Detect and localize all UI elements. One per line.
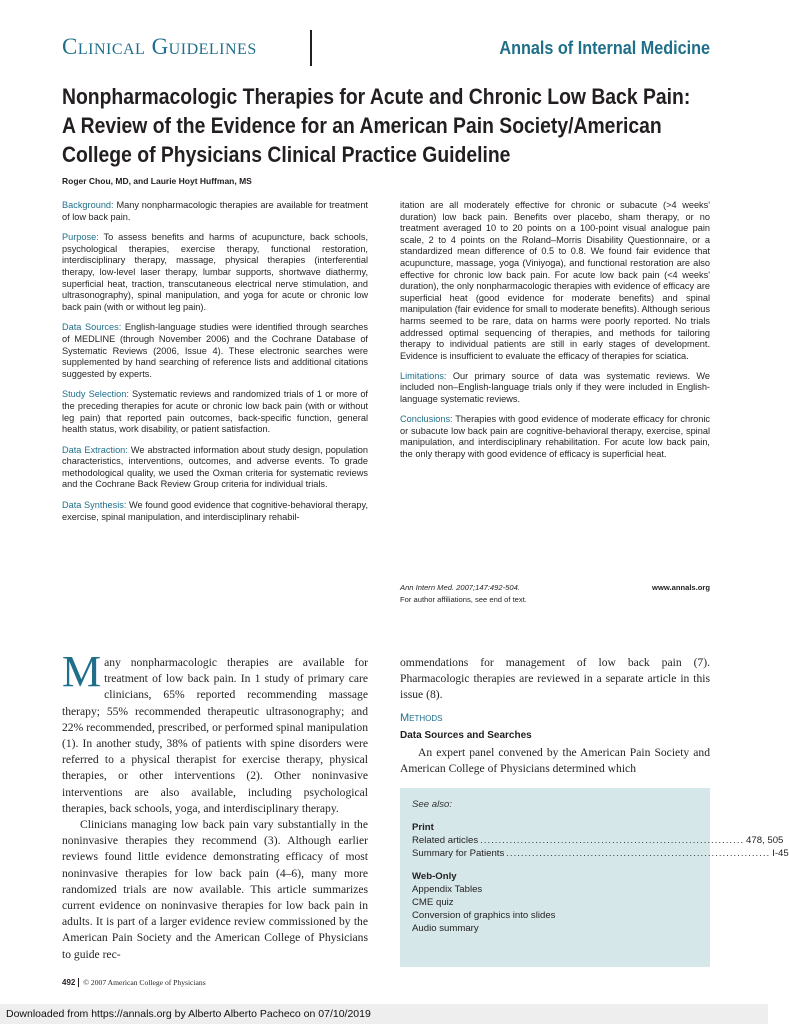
subsection-heading: Data Sources and Searches [400,729,532,741]
abstract-text: English-language studies were identified through searches of MEDLINE (through November 2006) and the Cochrane Database of Systematic Reviews (2006, Issue 4). These electronic searches were supplemented by hand searching of reference lists and additional citations suggested by experts. [62,322,368,379]
body-paragraph: An expert panel convened by the American Pain Society and American College of Physicians determined which [400,746,710,776]
title-line: A Review of the Evidence for an American Pain Society/American [62,113,662,138]
abstract-label: Background: [62,200,114,210]
paragraph-text: any nonpharmacologic therapies are available for treatment of low back pain. In 1 study of primary care clinicians, 65% reported recommending massage therapy; 55% recommended therapeutic ultrasonography; and 22% recommended, prescribed, or performed spinal manipulation (1). In another study, 38% of patients with spine disorders were referred to a physical therapist for exercise therapy, physical therapies, or other interventions (2). Other noninvasive interventions are also available, including psychological therapies, back schools, yoga, and interdisciplinary therapy. [62,656,368,815]
summary-for-patients-link[interactable] [412,847,789,860]
slides-conversion-link[interactable]: Conversion of graphics into slides [412,910,556,921]
citation-ref: Ann Intern Med. 2007;147:492-504. [400,583,520,592]
abstract-conclusions [400,414,710,460]
body-right-column [400,655,710,777]
abstract-synthesis-continued: itation are all moderately effective for chronic or subacute (>4 weeks' duration) low back pain. Benefits over placebo, sham therapy, or no treatment averaged 10 to 20 points on a 100-point visual analogue pain scale, 2 to 4 points on the Roland–Morris Disability Questionnaire, or a standardized mean difference of 0.5 to 0.8. We found fair evidence that acupuncture, massage, yoga (Viniyoga), and functional restoration are also effective for chronic low back pain. For acute low back pain (<4 weeks' duration), the only nonpharmacologic therapies with evidence of efficacy are superficial heat (good evidence for moderate benefits) and spinal manipulation (fair evidence for small to moderate benefits). Although serious harms seemed to be rare, data on harms were poorly reported. No trials addressed optimal sequencing of therapies, and methods for tailoring therapy to individual patients are still in early stages of development. Evidence is insufficient to evaluate the efficacy of therapies for sciatica. [400,200,710,361]
drop-cap: M [62,647,102,696]
title-line: College of Physicians Clinical Practice Guideline [62,142,511,167]
abstract-text: We abstracted information about study design, population characteristics, interventions, outcomes, and adverse events. To grade methodological quality, we used the Oxman criteria for systematic reviews and the Cochrane Back Review Group criteria for individual trials. [62,444,368,490]
appendix-tables-link[interactable]: Appendix Tables [412,884,483,895]
leader-dots: ........................................................................ [506,848,771,859]
abstract-label: Limitations: [400,370,447,381]
citation-block [400,582,710,606]
abstract-limitations [400,371,710,406]
abstract-text: Our primary source of data was systematic reviews. We included non–English-language trials only if they were included in English-language systematic reviews. [400,370,710,404]
abstract-text: Therapies with good evidence of moderate efficacy for chronic or subacute low back pain are cognitive-behavioral therapy, exercise, spinal manipulation, and interdisciplinary rehabilitation. For acute low back pain, the only therapy with good evidence of efficacy is superficial heat. [400,414,710,459]
abstract-data-sources [62,322,368,380]
body-left-column [62,647,368,963]
page-ref: 478, 505 [746,835,784,846]
page-footer [62,978,206,987]
link-label: Summary for Patients [412,848,505,859]
header-divider [310,30,312,66]
abstract-text: Many nonpharmacologic therapies are available for treatment of low back pain. [62,200,368,222]
author-list: Roger Chou, MD, and Laurie Hoyt Huffman, MS [62,176,252,186]
page-ref: I-45 [772,848,789,859]
abstract-label: Data Synthesis: [62,500,127,511]
abstract-text: Systematic reviews and randomized trials of 1 or more of the preceding therapies for acute or chronic low back pain (with or without leg pain) that reported pain outcomes, back-specific function, general health status, work disability, or patient satisfaction. [62,389,368,435]
abstract-text: We found good evidence that cognitive-behavioral therapy, exercise, spinal manipulation, and interdisciplinary rehabil- [62,500,368,522]
abstract-label: Conclusions: [400,414,453,425]
audio-summary-link[interactable]: Audio summary [412,923,479,934]
abstract-right-column [400,200,710,469]
web-only-group-label: Web-Only [412,871,457,882]
see-also-heading: See also: [412,799,453,810]
journal-url-link[interactable]: www.annals.org [652,583,710,592]
cme-quiz-link[interactable]: CME quiz [412,897,454,908]
abstract-study-selection [62,389,368,435]
abstract-background [62,200,368,223]
abstract-left-column [62,200,368,532]
journal-name: Annals of Internal Medicine [499,38,710,58]
article-title [62,82,724,169]
print-group-label: Print [412,822,434,833]
title-line: Nonpharmacologic Therapies for Acute and Chronic Low Back Pain: [62,84,691,109]
section-label: Clinical Guidelines [62,34,257,59]
abstract-label: Purpose: [62,232,99,243]
abstract-data-synthesis [62,500,368,523]
related-articles-link[interactable] [412,834,784,847]
abstract-data-extraction [62,445,368,491]
copyright-notice: © 2007 American College of Physicians [83,978,206,987]
abstract-label: Data Sources: [62,322,122,333]
section-heading-methods: Methods [400,711,443,724]
see-also-box [400,788,789,967]
abstract-text: To assess benefits and harms of acupuncture, back schools, psychological therapies, exercise therapy, functional restoration, interdisciplinary therapy, massage, physical therapies (interferential therapy, low-level laser therapy, lumbar supports, shortwave diathermy, superficial heat, traction, transcutaneous electrical nerve stimulation, and ultrasonography), spinal manipulation, and yoga for acute or chronic low back pain (with or without leg pain). [62,232,368,312]
download-notice: Downloaded from https://annals.org by Alberto Alberto Pacheco on 07/10/2019 [0,1004,768,1024]
abstract-label: Study Selection: [62,389,129,400]
affiliations-note: For author affiliations, see end of text. [400,595,527,604]
abstract-purpose [62,232,368,313]
body-paragraph: ommendations for management of low back pain (7). Pharmacologic therapies are reviewed in a separate article in this issue (8). [400,656,710,702]
abstract-label: Data Extraction: [62,444,128,455]
body-paragraph [62,647,368,817]
leader-dots: ........................................................................ [480,835,745,846]
body-paragraph: Clinicians managing low back pain vary substantially in the noninvasive therapies they recommend (3). Although earlier reviews found little evidence demonstrating efficacy of most noninvasive therapies for low back pain (4–6), many more randomized trials are now available. This article summarizes current evidence on noninvasive therapies for low back pain in adults. It is part of a larger evidence review commissioned by the American Pain Society and the American College of Physicians to guide rec- [62,818,368,961]
page-number: 492 [62,978,79,987]
link-label: Related articles [412,835,479,846]
